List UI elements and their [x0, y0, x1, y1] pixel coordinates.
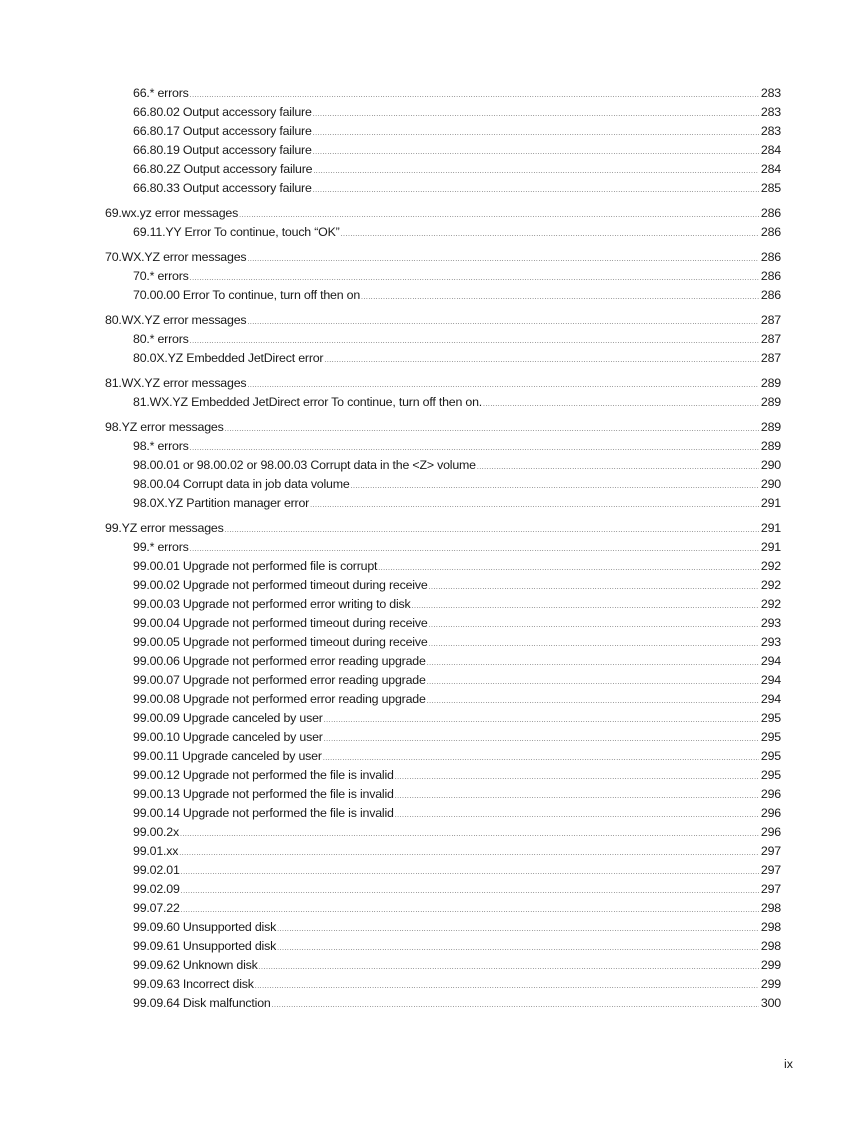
toc-entry-title: 99.00.11 Upgrade canceled by user: [133, 749, 322, 763]
toc-entry-title: 99.00.2x: [133, 825, 179, 839]
toc-entry-page: 286: [760, 206, 781, 220]
dot-leader: [255, 975, 759, 996]
toc-entry-title: 99.00.10 Upgrade canceled by user: [133, 730, 323, 744]
toc-entry-page: 284: [760, 162, 781, 176]
toc-entry-title: 66.80.19 Output accessory failure: [133, 143, 312, 157]
toc-entry-page: 292: [760, 597, 781, 611]
toc-entry[interactable]: [105, 842, 781, 861]
dot-leader: [190, 437, 759, 458]
toc-entry-page: 287: [760, 351, 781, 365]
toc-entry-page: 289: [760, 420, 781, 434]
dot-leader: [277, 918, 759, 939]
toc-entry-page: 291: [760, 496, 781, 510]
toc-entry-title: 99.YZ error messages: [105, 521, 224, 535]
dot-leader: [225, 519, 759, 540]
dot-leader: [313, 122, 759, 143]
toc-entry-page: 299: [760, 958, 781, 972]
toc-section-heading[interactable]: [105, 418, 781, 437]
toc-entry-page: 296: [760, 787, 781, 801]
toc-entry-title: 69.11.YY Error To continue, touch “OK”: [133, 225, 340, 239]
toc-entry[interactable]: [105, 494, 781, 513]
dot-leader: [181, 861, 759, 882]
toc-section-heading[interactable]: [105, 204, 781, 223]
dot-leader: [395, 766, 759, 787]
toc-entry[interactable]: [105, 690, 781, 709]
toc-entry-page: 284: [760, 143, 781, 157]
toc-entry[interactable]: [105, 785, 781, 804]
toc-entry-title: 80.* errors: [133, 332, 189, 346]
dot-leader: [179, 842, 759, 863]
toc-entry[interactable]: [105, 456, 781, 475]
toc-entry-page: 283: [760, 124, 781, 138]
toc-entry-page: 286: [760, 269, 781, 283]
toc-entry[interactable]: [105, 330, 781, 349]
dot-leader: [313, 179, 759, 200]
toc-entry[interactable]: [105, 437, 781, 456]
toc-entry-title: 98.00.04 Corrupt data in job data volume: [133, 477, 350, 491]
toc-entry-title: 70.00.00 Error To continue, turn off then on: [133, 288, 361, 302]
toc-entry[interactable]: [105, 122, 781, 141]
dot-leader: [181, 880, 759, 901]
toc-entry-title: 99.00.12 Upgrade not performed the file is invalid: [133, 768, 394, 782]
toc-entry[interactable]: [105, 918, 781, 937]
toc-entry[interactable]: [105, 899, 781, 918]
dot-leader: [313, 141, 759, 162]
toc-entry-page: 297: [760, 844, 781, 858]
toc-entry-page: 286: [760, 250, 781, 264]
toc-entry[interactable]: [105, 557, 781, 576]
toc-entry[interactable]: [105, 349, 781, 368]
toc-entry-title: 70.WX.YZ error messages: [105, 250, 247, 264]
toc-entry-title: 99.00.09 Upgrade canceled by user: [133, 711, 323, 725]
toc-entry[interactable]: [105, 267, 781, 286]
toc-entry-title: 66.80.02 Output accessory failure: [133, 105, 312, 119]
toc-entry[interactable]: [105, 633, 781, 652]
dot-leader: [341, 223, 759, 244]
toc-entry-title: 99.00.05 Upgrade not performed timeout during receive: [133, 635, 428, 649]
toc-entry[interactable]: [105, 141, 781, 160]
dot-leader: [247, 374, 759, 395]
dot-leader: [412, 595, 759, 616]
toc-entry-page: 299: [760, 977, 781, 991]
toc-section-heading[interactable]: [105, 311, 781, 330]
toc-entry-title: 99.00.03 Upgrade not performed error writing to disk: [133, 597, 411, 611]
toc-entry-title: 70.* errors: [133, 269, 189, 283]
toc-entry[interactable]: [105, 614, 781, 633]
dot-leader: [247, 248, 759, 269]
toc-entry-page: 290: [760, 458, 781, 472]
toc-entry[interactable]: [105, 975, 781, 994]
toc-entry-page: 298: [760, 920, 781, 934]
dot-leader: [427, 690, 759, 711]
toc-entry-page: 291: [760, 521, 781, 535]
toc-entry[interactable]: [105, 861, 781, 880]
toc-entry-page: 296: [760, 806, 781, 820]
toc-entry[interactable]: [105, 652, 781, 671]
toc-section: [105, 204, 781, 242]
toc-entry-title: 99.02.01: [133, 863, 180, 877]
toc-entry-page: 286: [760, 225, 781, 239]
toc-entry[interactable]: [105, 538, 781, 557]
toc-section-heading[interactable]: [105, 248, 781, 267]
dot-leader: [324, 728, 759, 749]
toc-entry-title: 99.09.62 Unknown disk: [133, 958, 258, 972]
dot-leader: [247, 311, 759, 332]
toc-entry-page: 297: [760, 863, 781, 877]
dot-leader: [180, 823, 759, 844]
toc-entry-title: 99.02.09: [133, 882, 180, 896]
toc-entry-page: 298: [760, 939, 781, 953]
table-of-contents: [105, 84, 781, 1013]
toc-section-heading[interactable]: [105, 374, 781, 393]
dot-leader: [190, 538, 759, 559]
toc-entry[interactable]: [105, 747, 781, 766]
toc-entry[interactable]: [105, 393, 781, 412]
toc-entry-page: 293: [760, 616, 781, 630]
toc-entry-page: 300: [760, 996, 781, 1010]
dot-leader: [429, 614, 759, 635]
toc-entry-title: 80.WX.YZ error messages: [105, 313, 247, 327]
toc-entry-page: 286: [760, 288, 781, 302]
dot-leader: [427, 652, 759, 673]
toc-entry-page: 298: [760, 901, 781, 915]
dot-leader: [277, 937, 759, 958]
toc-entry[interactable]: [105, 223, 781, 242]
dot-leader: [395, 785, 759, 806]
dot-leader: [313, 160, 759, 181]
toc-entry-page: 294: [760, 692, 781, 706]
toc-entry-page: 290: [760, 477, 781, 491]
dot-leader: [378, 557, 759, 578]
toc-entry-title: 99.09.60 Unsupported disk: [133, 920, 277, 934]
dot-leader: [483, 393, 759, 414]
toc-section: [105, 418, 781, 513]
toc-entry-title: 99.00.04 Upgrade not performed timeout during receive: [133, 616, 428, 630]
toc-entry-title: 98.0X.YZ Partition manager error: [133, 496, 310, 510]
toc-entry[interactable]: [105, 956, 781, 975]
dot-leader: [190, 330, 759, 351]
toc-entry[interactable]: [105, 595, 781, 614]
toc-entry-title: 80.0X.YZ Embedded JetDirect error: [133, 351, 324, 365]
toc-entry[interactable]: [105, 880, 781, 899]
toc-section: [105, 374, 781, 412]
toc-entry-title: 99.00.13 Upgrade not performed the file is invalid: [133, 787, 394, 801]
dot-leader: [323, 747, 759, 768]
dot-leader: [310, 494, 759, 515]
toc-entry-page: 294: [760, 673, 781, 687]
toc-entry-title: 99.00.07 Upgrade not performed error reading upgrade: [133, 673, 426, 687]
toc-entry[interactable]: [105, 84, 781, 103]
toc-entry-title: 99.* errors: [133, 540, 189, 554]
dot-leader: [477, 456, 759, 477]
toc-entry-title: 99.00.14 Upgrade not performed the file is invalid: [133, 806, 394, 820]
toc-entry-page: 292: [760, 559, 781, 573]
toc-entry-title: 81.WX.YZ Embedded JetDirect error To continue, turn off then on.: [133, 395, 483, 409]
toc-entry[interactable]: [105, 671, 781, 690]
toc-entry-title: 99.01.xx: [133, 844, 179, 858]
toc-entry-page: 296: [760, 825, 781, 839]
toc-entry-title: 66.80.33 Output accessory failure: [133, 181, 312, 195]
toc-entry-page: 283: [760, 86, 781, 100]
toc-entry-page: 292: [760, 578, 781, 592]
toc-entry[interactable]: [105, 709, 781, 728]
toc-entry[interactable]: [105, 804, 781, 823]
toc-entry-title: 99.00.01 Upgrade not performed file is corrupt: [133, 559, 378, 573]
dot-leader: [324, 349, 759, 370]
dot-leader: [225, 418, 759, 439]
toc-entry-title: 69.wx.yz error messages: [105, 206, 239, 220]
toc-entry-page: 289: [760, 376, 781, 390]
toc-entry[interactable]: [105, 823, 781, 842]
toc-section: [105, 311, 781, 368]
toc-entry-page: 295: [760, 749, 781, 763]
dot-leader: [190, 267, 759, 288]
toc-entry-title: 99.00.08 Upgrade not performed error reading upgrade: [133, 692, 426, 706]
toc-entry-page: 293: [760, 635, 781, 649]
toc-entry-page: 285: [760, 181, 781, 195]
toc-entry-page: 294: [760, 654, 781, 668]
toc-entry-page: 287: [760, 313, 781, 327]
toc-entry[interactable]: [105, 576, 781, 595]
toc-entry[interactable]: [105, 475, 781, 494]
toc-entry-title: 99.00.06 Upgrade not performed error reading upgrade: [133, 654, 426, 668]
toc-entry[interactable]: [105, 286, 781, 305]
dot-leader: [181, 899, 759, 920]
dot-leader: [313, 103, 759, 124]
toc-entry-page: 291: [760, 540, 781, 554]
toc-entry-page: 295: [760, 768, 781, 782]
page-number: ix: [784, 1057, 793, 1071]
toc-entry[interactable]: [105, 937, 781, 956]
toc-entry-title: 99.09.64 Disk malfunction: [133, 996, 271, 1010]
dot-leader: [395, 804, 759, 825]
toc-entry-page: 289: [760, 439, 781, 453]
toc-entry-title: 81.WX.YZ error messages: [105, 376, 247, 390]
toc-entry-page: 287: [760, 332, 781, 346]
toc-entry-title: 98.* errors: [133, 439, 189, 453]
toc-entry-page: 297: [760, 882, 781, 896]
toc-entry[interactable]: [105, 728, 781, 747]
dot-leader: [239, 204, 759, 225]
toc-section: [105, 248, 781, 305]
dot-leader: [429, 633, 759, 654]
toc-entry-title: 98.00.01 or 98.00.02 or 98.00.03 Corrupt data in the <Z> volume: [133, 458, 476, 472]
toc-entry-title: 98.YZ error messages: [105, 420, 224, 434]
toc-entry[interactable]: [105, 160, 781, 179]
toc-entry-title: 66.80.2Z Output accessory failure: [133, 162, 313, 176]
toc-entry-page: 283: [760, 105, 781, 119]
toc-entry[interactable]: [105, 103, 781, 122]
dot-leader: [351, 475, 759, 496]
toc-entry-title: 66.80.17 Output accessory failure: [133, 124, 312, 138]
toc-section: [105, 84, 781, 198]
dot-leader: [429, 576, 759, 597]
toc-section-heading[interactable]: [105, 519, 781, 538]
dot-leader: [190, 84, 759, 105]
dot-leader: [272, 994, 759, 1015]
toc-entry-title: 99.09.63 Incorrect disk: [133, 977, 254, 991]
toc-entry[interactable]: [105, 766, 781, 785]
toc-entry[interactable]: [105, 994, 781, 1013]
toc-entry-title: 99.00.02 Upgrade not performed timeout during receive: [133, 578, 428, 592]
toc-entry-title: 99.09.61 Unsupported disk: [133, 939, 277, 953]
toc-entry-title: 66.* errors: [133, 86, 189, 100]
dot-leader: [324, 709, 759, 730]
toc-entry-page: 295: [760, 711, 781, 725]
dot-leader: [427, 671, 759, 692]
toc-entry-title: 99.07.22: [133, 901, 180, 915]
toc-section: [105, 519, 781, 1013]
toc-entry[interactable]: [105, 179, 781, 198]
toc-entry-page: 289: [760, 395, 781, 409]
dot-leader: [361, 286, 759, 307]
dot-leader: [259, 956, 759, 977]
toc-entry-page: 295: [760, 730, 781, 744]
